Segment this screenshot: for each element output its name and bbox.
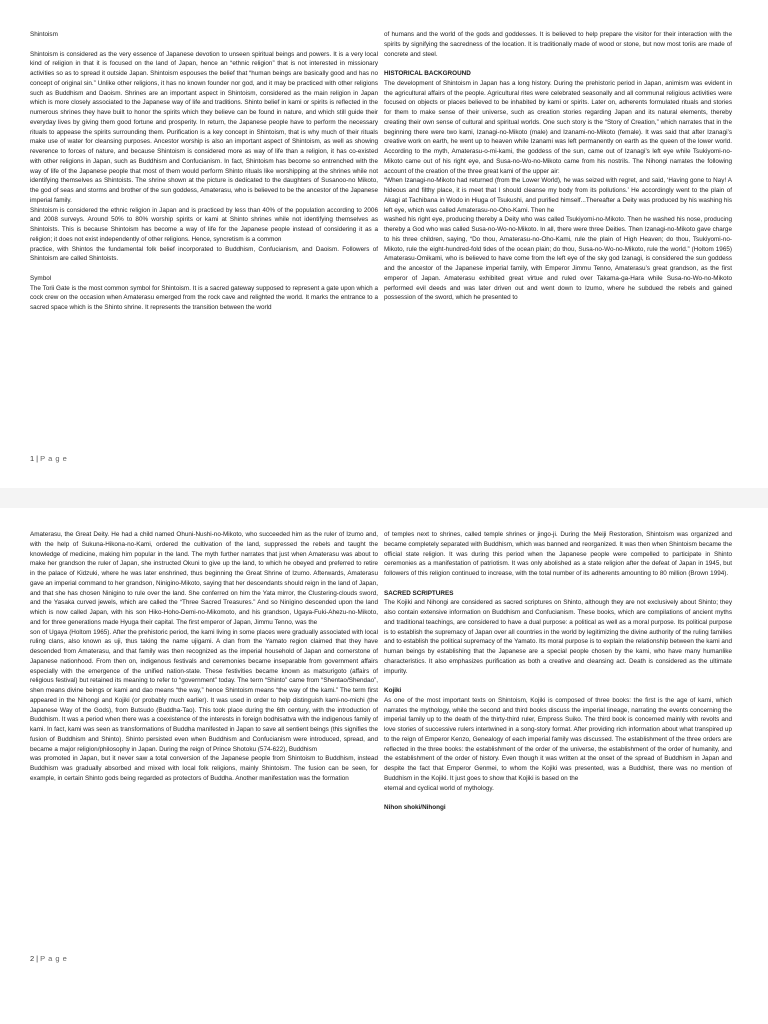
section-heading-nihon-shoki: Nihon shoki/Nihongi: [384, 804, 446, 811]
footer-separator: |: [36, 954, 39, 963]
page-footer: [30, 454, 67, 463]
page-footer: [30, 954, 67, 963]
footer-page-label: P a g e: [40, 454, 68, 463]
paragraph: was promoted in Japan, but it never saw a total conversion of the Japanese people from Shintoism to Buddhism, instead Buddhism was gradually absorbed and mixed with local folk religions, mainly Shintoism. The fusion can be seen, for example, in certain Shinto gods being regarded as protectors of Buddha. Another manifestation was the formation: [30, 755, 378, 782]
paragraph: Shintoism is considered as the very essence of Japanese devotion to unseen spiritual beings and powers. It is a very local kind of religion in that it is focused on the land of Japan, hence an “ethnic religion” that is not interested in missionary activities so as to spread it outside Japan. Shintoism espouses the belief that “human beings are basically good and has no concept of original sin.” Unlike other religions, it has no known founder nor god, and it may be practiced with other religions such as Buddhism and Daoism. Shrines are an important aspect in Shintoism, considered as the main religion in Japan which is more closely associated to the Japanese way of life and traditions. Shinto belief in kami or spirits is reflected in the numerous shrines they have built to honor the spirits which they believe can be found in nature, and which still guide their everyday lives by giving them good fortune and prosperity. In return, the Japanese people have to perform the necessary rituals to appease the spirits surrounding them. Purification is a key concept in Shintoism, that is why much of their rituals make use of water for cleansing purposes. Ancestor worship is also an important aspect of Shintoism, as well as showing reverence to forces of nature, and because Shintoism is considered more as way of life than a religion, it has co-existed with other religions in Japan, such as Buddhism and Confucianism. In fact, Shintoism has become so entrenched with the way of life of the Japanese people that most of them would perform Shinto rituals like worshipping at the shrines while not identifying themselves as Shintoists. The shrine shown at the picture is dedicated to the daughters of Susanoo-no Mikoto, the god of seas and storms and brother of the sun goddess, Amaterasu, who is believed to be the ancestor of the Japanese imperial family.: [30, 50, 378, 204]
page-number: 2: [30, 954, 35, 963]
paragraph: As one of the most important texts on Shintoism, Kojiki is composed of three books: the first is the age of kami, which narrates the mythology, while the second and third books discuss the imperial lineage, narrating the events concerning the imperial family up to the death of the thirty-third ruler, Empress Suiko. The third book is concerned mainly with revolts and love stories of successive rulers intertwined in a song-story format. After providing rich information about what transpired up to the reign of Emperor Kenzo, Genealogy of each imperial family was discussed. The establishment of the three orders are reflected in the three books: the establishment of the order of the universe, the establishment of the order of humanity, and the establishment of the order of history. Even though it was written at the onset of the spread of Buddhism in Japan and despite the fact that Emperor Genmei, to whom the Kojiki was presented, was a Buddhist, there was no mention of Buddhism in the Kojiki. It just goes to show that Kojiki is based on the: [384, 696, 732, 782]
footer-page-label: P a g e: [40, 954, 68, 963]
page-1-left-column: [30, 30, 378, 313]
quotation: “When Izanagi-no-Mikoto had returned (from the Lower World), he was seized with regret, and said, ‘Having gone to Nay! A hideous and filthy place, it is meet that I should cleanse my body from its pollutions.’ He accordingly went to the plain of Akagi at Tachibana in Wodo in Hiuga of Tsukushi, and purified himself...Thereafter a Deity was produced by his washing his left eye, which was called Amaterasu-no-Oho-Kami. Then he: [384, 177, 732, 214]
page-2-right-column: [384, 530, 732, 813]
paragraph: of humans and the world of the gods and goddesses. It is believed to help prepare the visitor for their interaction with the spirits by signifying the sacredness of the location. It is traditionally made of wood or stone, but now most toriis are made of concrete and steel.: [384, 31, 732, 58]
paragraph: practice, with Shintos the fundamental folk belief incorporated to Buddhism, Confucianism, and Daoism. Followers of Shintoism are called Shintoists.: [30, 245, 378, 263]
document-title: Shintoism: [30, 31, 58, 38]
page-1-right-column: [384, 30, 732, 303]
paragraph: Amaterasu, the Great Deity. He had a child named Ohuni-Nushi-no-Mikoto, who succeeded him as the ruler of Izumo and, with the help of Sukuna-Hikona-no-Kami, ordered the cultivation of the land, suppressed the rebels and taught the knowledge of medicine, making him popular in the land. The myth further narrates that just when Amaterasu was about to make her grandson the ruler of Japan, she instructed Okuni to give up the land, to which he obeyed and preferred to retire in the palace of Kidzuki, where he was later enshrined, thus beginning the Great Shrine of Izumo. Afterwards, Amaterasu gave an imperial command to her grandson, Ninigino-Mikoto, saying that her descendants should reign in the land of Japan, and that she has chosen Ninigino to rule over the land. She conferred on him the Yata mirror, the Clustering-clouds sword, and the Yasaka curved jewels, which are called the “Three Sacred Treasures.” And so Ninigino descended upon the land which is now called Japan, with his son Hiko-Hoho-Demi-no-Mikomoto, and his grandson, Ugaya-Fuki-Ahezu-no-Mikoto, and for three generations made Hyuga their capital. The first emperor of Japan, Jimmu Tenno, was the: [30, 531, 378, 626]
paragraph: eternal and cyclical world of mythology.: [384, 784, 494, 792]
paragraph: washed his right eye, producing thereby a Deity who was called Tsukiyomi-no-Mikoto. Then he washed his nose, producing thereby a God who was called Susa-no-Wo-no-Mikoto. In all, there were three Deities. Then Izanagi-no-Mikoto gave charge to his three children, saying, “Do thou, Amaterasu-no-Oho-Kami, rule the plain of High Heaven; do thou, Tsukiyomi-no-Mikoto, rule the eight-hundred-fold tides of the ocean plain; do thou, Susa-no-Wo-no-Mikoto, rule the world.” (Holtom 1965) Amaterasu-Omikami, who is believed to have come from the left eye of the sky god Izanagi, is considered the sun goddess and the ancestor of the Japanese imperial family, with Emperor Jimmu Tenno, Amaterasu’s great grandson, as the first emperor of Japan. Amaterasu exhibited great virtue and ruled over Takama-ga-Hara while Susa-no-Wo-no-Mikoto performed evil deeds and was later driven out and went down to Izumo, where he subdued the rebels and gained possession of the sword, which he presented to: [384, 216, 732, 302]
paragraph: The Kojiki and Nihongi are considered as sacred scriptures on Shinto, although they are not exclusively about Shinto; they also contain extensive information on Buddhism and Confucianism. These books, which are compilations of ancient myths and traditional teachings, are considered to have a dual purpose: a political as well as a moral purpose. Its political purpose is to establish the supremacy of Japan over all countries in the world by legitimizing the divine authority of the ruling families and to establish the political supremacy of the Yamato. Its moral purpose is to explain the relationship between the kami and human beings by establishing that the Japanese are a special people chosen by the kami, who have many humanlike characteristics. It also emphasizes purification as both a creative and cleansing act. Death is considered as the ultimate impurity.: [384, 599, 732, 675]
footer-separator: |: [36, 454, 39, 463]
paragraph: The Torii Gate is the most common symbol for Shintoism. It is a sacred gateway supposed to represent a gate upon which a cock crew on the occasion when Amaterasu emerged from the rock cave and relighted the world. It marks the entrance to a sacred space which is the Shinto shrine. It represents the transition between the world: [30, 284, 378, 311]
paragraph: son of Ugaya (Holtom 1965). After the prehistoric period, the kami living in some places were gradually associated with local ruling clans, also known as uji, thus taking the name ujigami. A clan from the Yamato region claimed that they have descended from Amaterasu, and that family was then recognized as the imperial household of Japan and cornerstone of Japanese nationhood. From then on, indigenous festivals and ceremonies became inseparable from government affairs especially with the emergence of the unified nation-state. These festivities became known as matsurigoto (affairs of religious festival) but retained its meaning to refer to “government” today. The term “Shinto” came from “Shentao/Shendao”, shen means divine beings or kami and dao means “the way,” hence Shintoism means “the way of the kami.” The term first appeared in the Nihongi and Kojiki (or probably much earlier). It was used in order to help distinguish kami-no-michi (the Japanese Way of the Gods), from Butsudo (Buddha-Tao). This took place during the 6th century, with the introduction of Buddhism. It was a period when there was a coexistence of the interests in foreign bodhisattva with the indigenous family of kami. In fact, kami was seen as transformations of Buddha manifested in Japan to save all sentient beings (this signifies the fusion of Buddhism and Shinto). Shinto persisted even when Buddhism and Confucianism were introduced, spread, and became a major religion/philosophy in Japan. During the reign of Prince Shotoku (574-622), Buddhism: [30, 628, 378, 753]
section-heading-sacred-scriptures: SACRED SCRIPTURES: [384, 589, 454, 597]
document-page-1: [0, 8, 768, 508]
paragraph: The development of Shintoism in Japan has a long history. During the prehistoric period in Japan, animism was evident in the agricultural affairs of the people. Agricultural rites were celebrated seasonally and all communal religious activities were focused on objects or places believed to be inhabited by kami or spirits. Later on, adherents formulated rituals and stories for them to make sense of their universe, such as creation stories regarding Japan and its natural elements, thereby creating their own sense of cultural and spiritual worlds. One such story is the “Story of Creation,” which narrates that in the beginning there were two kami, Izanagi-no-Mikoto (male) and Izanami-no-Mikoto (female). It was said that after Izanagi’s creative work on earth, he went up to heaven while Izanami was left permanently on earth as the queen of the lower world. According to the myth, Amaterasu-o-mi-kami, the goddess of the sun, came out of Izanagi’s left eye while Tsukiyomi-no-Mikoto came out of his right eye, and Susa-no-Wo-no-Mikoto came from his nostrils. The Nihongi narrates the following account of the creation of the three great kami of the upper air:: [384, 79, 732, 175]
section-heading-symbol: Symbol: [30, 274, 52, 282]
page-2-left-column: [30, 530, 378, 784]
page-number: 1: [30, 454, 35, 463]
paragraph: of temples next to shrines, called temple shrines or jingo-ji. During the Meiji Restoration, Shintoism was organized and became completely separated with Buddhism, which was banned and reorganized. It was then when Shintoism became the official state religion. It was during this period when the Japanese people were compelled to participate in Shinto ceremonies as a manifestation of patriotism. It was only abolished as a state religion after the defeat of Japan in 1945, but followers of this religion continued to increase, with the total number of its adherents amounting to 80 million (Brown 1994).: [384, 531, 732, 577]
section-heading-historical-background: HISTORICAL BACKGROUND: [384, 70, 471, 77]
document-page-2: [0, 508, 768, 1008]
paragraph: Shintoism is considered the ethnic religion in Japan and is practiced by less than 40% of the population according to 2006 and 2008 surveys. Around 50% to 80% worship spirits or kami at Shinto shrines while not identifying themselves as Shintoists. This is because Shintoism has become a way of life for the Japanese people instead of considering it as a religion; it does not exist independently of other religions. Hence, syncretism is a common: [30, 206, 378, 243]
section-heading-kojiki: Kojiki: [384, 687, 402, 694]
